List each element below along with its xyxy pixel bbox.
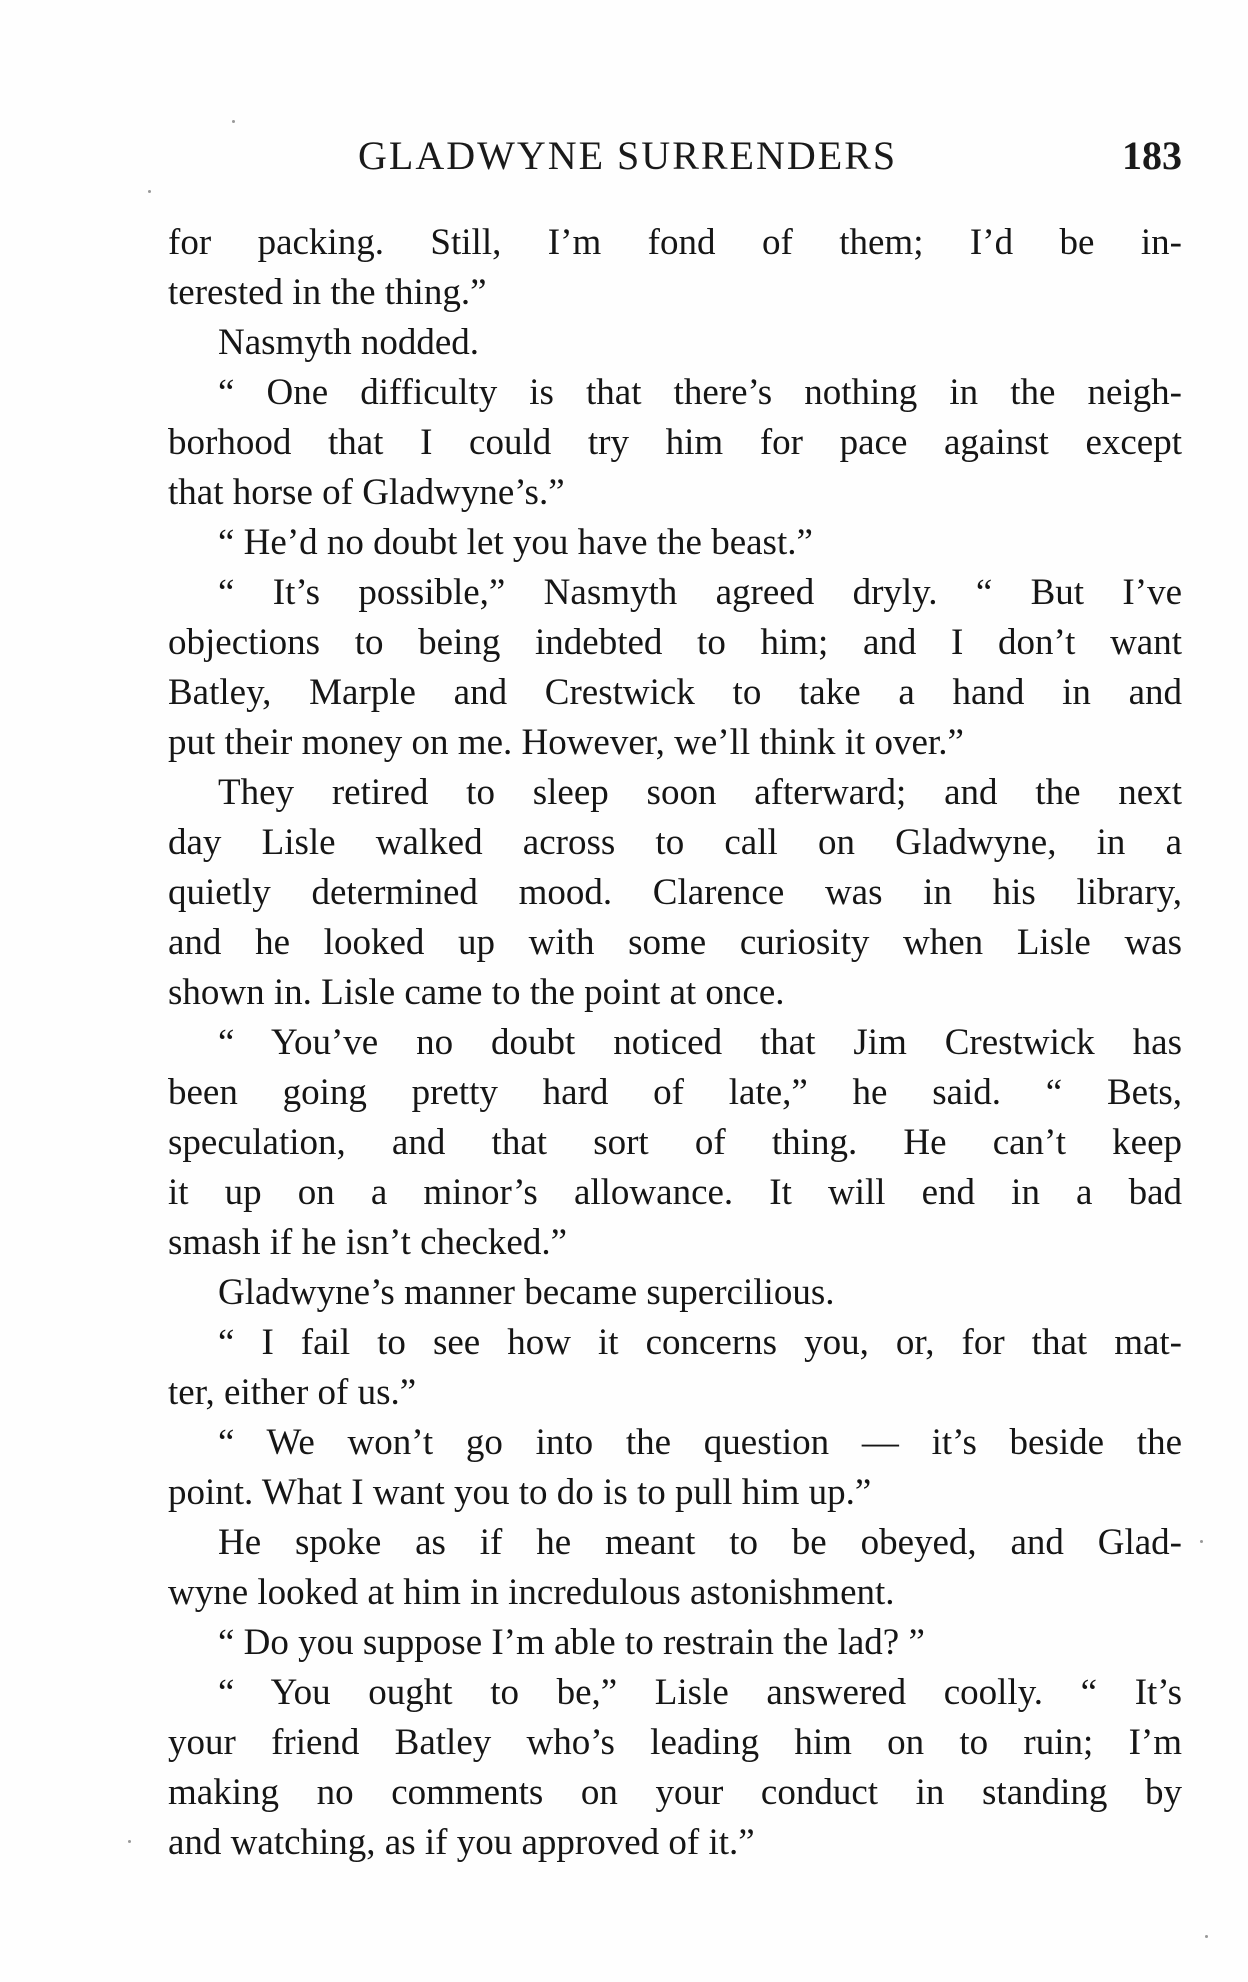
text-line: “ One difficulty is that there’s nothing in the neigh-	[218, 372, 1182, 413]
text-line: They retired to sleep soon afterward; and the next	[218, 772, 1182, 813]
paragraph	[168, 568, 1182, 768]
text-line: for packing. Still, I’m fond of them; I’d be in-	[168, 222, 1182, 263]
text-line: quietly determined mood. Clarence was in his library,	[168, 872, 1182, 913]
text-line: “ Do you suppose I’m able to restrain the lad? ”	[218, 1622, 925, 1663]
scan-speck	[1200, 1540, 1203, 1543]
paragraph	[168, 368, 1182, 518]
paragraph	[168, 1018, 1182, 1268]
paragraph	[168, 218, 1182, 318]
text-line: “ We won’t go into the question — it’s beside the	[218, 1422, 1182, 1463]
text-line: “ You ought to be,” Lisle answered coolly. “ It’s	[218, 1672, 1182, 1713]
text-line: and he looked up with some curiosity when Lisle was	[168, 922, 1182, 963]
text-line: “ I fail to see how it concerns you, or, for that mat-	[218, 1322, 1182, 1363]
paragraph	[168, 1418, 1182, 1518]
running-head	[168, 126, 1182, 186]
text-line: “ It’s possible,” Nasmyth agreed dryly. “ But I’ve	[218, 572, 1182, 613]
scan-speck	[1205, 1935, 1208, 1938]
text-line: objections to being indebted to him; and I don’t want	[168, 622, 1182, 663]
text-line: borhood that I could try him for pace against except	[168, 422, 1182, 463]
text-line: making no comments on your conduct in standing by	[168, 1772, 1182, 1813]
text-line: He spoke as if he meant to be obeyed, and Glad-	[218, 1522, 1182, 1563]
page-number: 183	[1122, 133, 1182, 178]
text-line: that horse of Gladwyne’s.”	[168, 472, 565, 513]
text-line: put their money on me. However, we’ll think it over.”	[168, 722, 964, 763]
paragraph	[168, 768, 1182, 1018]
text-line: Nasmyth nodded.	[218, 322, 480, 363]
scan-speck	[148, 190, 151, 193]
paragraph	[168, 518, 1182, 568]
paragraph	[168, 1268, 1182, 1318]
text-line: Gladwyne’s manner became supercilious.	[218, 1272, 835, 1313]
text-line: your friend Batley who’s leading him on to ruin; I’m	[168, 1722, 1182, 1763]
running-title: GLADWYNE SURRENDERS	[358, 133, 898, 178]
text-line: “ You’ve no doubt noticed that Jim Crestwick has	[218, 1022, 1182, 1063]
text-line: it up on a minor’s allowance. It will end in a bad	[168, 1172, 1182, 1213]
text-line: speculation, and that sort of thing. He can’t keep	[168, 1122, 1182, 1163]
paragraph	[168, 1318, 1182, 1418]
paragraph	[168, 1668, 1182, 1868]
text-line: terested in the thing.”	[168, 272, 487, 313]
text-line: point. What I want you to do is to pull him up.”	[168, 1472, 872, 1513]
text-line: and watching, as if you approved of it.”	[168, 1822, 755, 1863]
paragraph	[168, 1618, 1182, 1668]
text-line: day Lisle walked across to call on Gladwyne, in a	[168, 822, 1182, 863]
paragraph	[168, 318, 1182, 368]
scan-speck	[232, 120, 235, 123]
text-line: Batley, Marple and Crestwick to take a hand in and	[168, 672, 1182, 713]
text-line: “ He’d no doubt let you have the beast.”	[218, 522, 813, 563]
paragraph	[168, 1518, 1182, 1618]
text-line: ter, either of us.”	[168, 1372, 417, 1413]
scan-speck	[128, 1840, 131, 1843]
text-line: smash if he isn’t checked.”	[168, 1222, 567, 1263]
text-line: shown in. Lisle came to the point at once.	[168, 972, 785, 1013]
body-text	[168, 218, 1182, 1868]
text-line: wyne looked at him in incredulous astonishment.	[168, 1572, 895, 1613]
text-line: been going pretty hard of late,” he said. “ Bets,	[168, 1072, 1182, 1113]
